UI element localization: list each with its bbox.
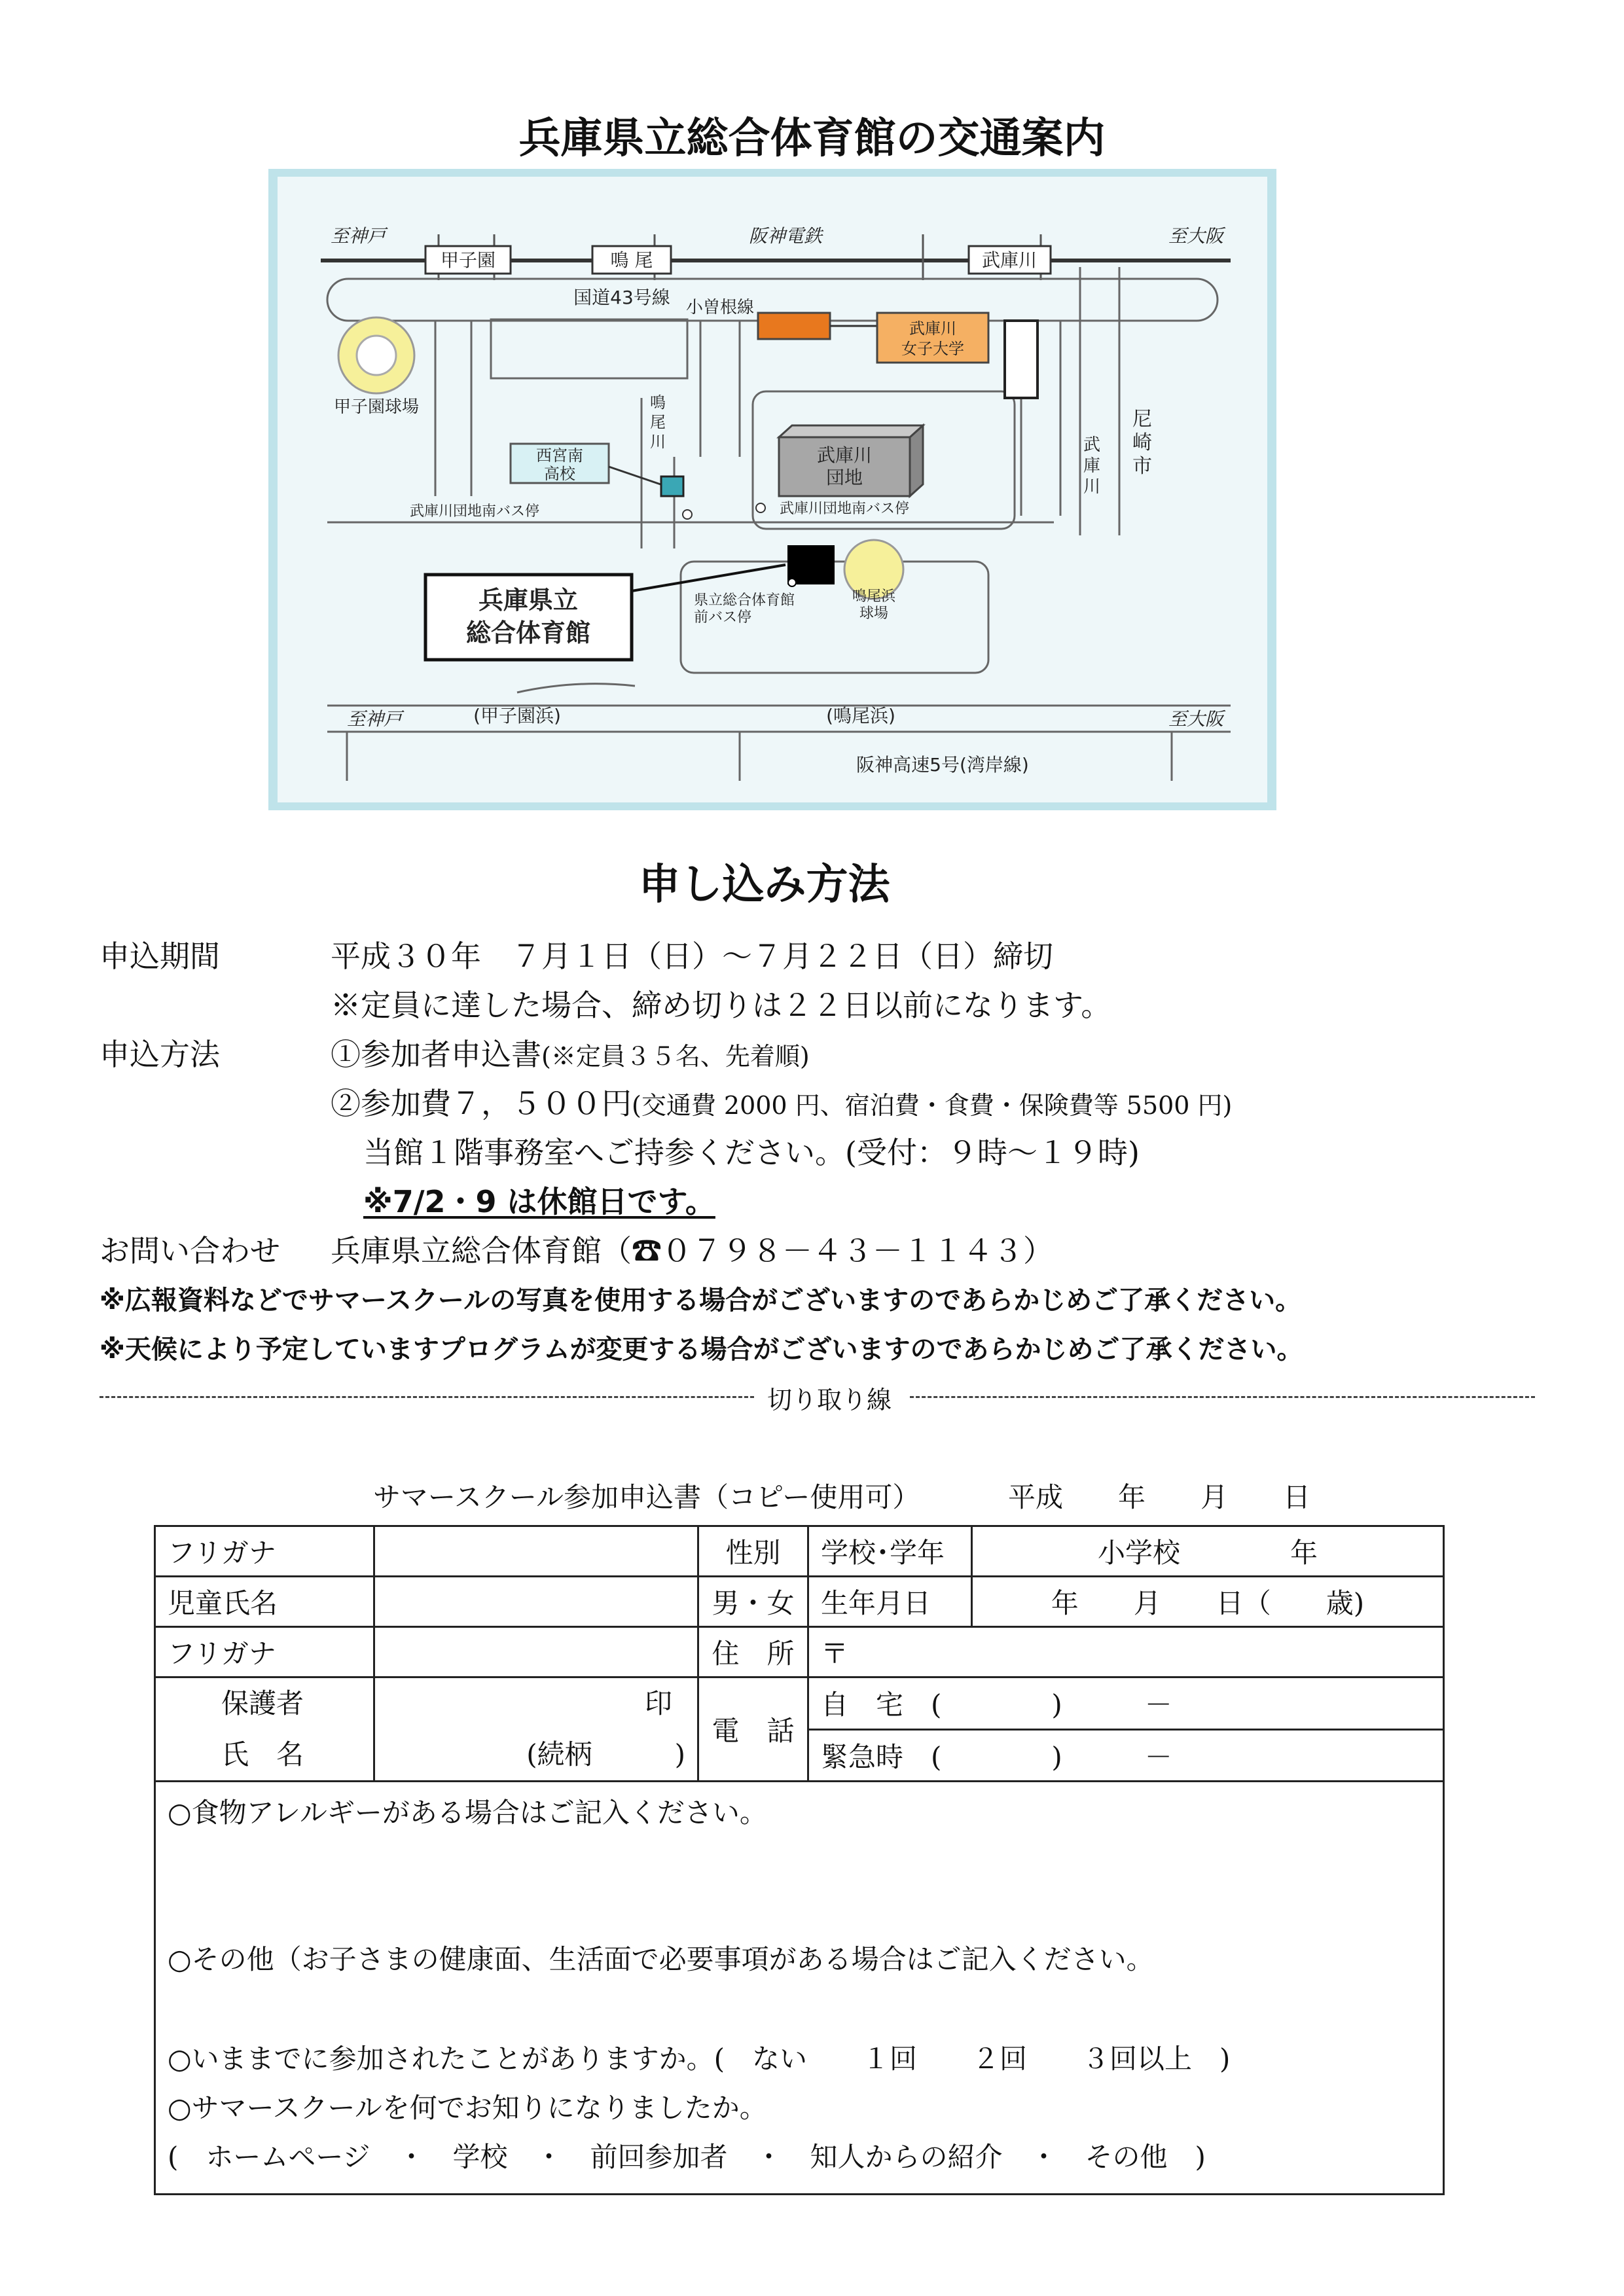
bus-stop-danchi-minami-left: 武庫川団地南バス停 [409, 503, 540, 520]
allergy-question: ○食物アレルギーがある場合はご記入ください。 [168, 1797, 767, 1829]
contact-value: 兵庫県立総合体育館（☎０７９８－４３－１１４３） [331, 1233, 1053, 1268]
page-title: 兵庫県立総合体育館の交通案内 [518, 115, 1106, 163]
svg-text:団地: 団地 [825, 467, 863, 488]
access-map [268, 169, 1276, 810]
svg-text:武: 武 [1083, 435, 1101, 455]
bus-stop-danchi-minami-right: 武庫川団地南バス停 [779, 501, 910, 517]
to-kobe-bottom-label: 至神戸 [347, 708, 403, 730]
svg-text:鳴尾浜: 鳴尾浜 [852, 588, 896, 605]
svg-text:球場: 球場 [859, 605, 889, 622]
sex-input[interactable]: 男・女 [698, 1577, 808, 1627]
how-known-options: ( ホームページ ・ 学校 ・ 前回参加者 ・ 知人からの紹介 ・ その他 ) [168, 2141, 1206, 2173]
section-title: 申し込み方法 [638, 861, 890, 909]
svg-text:西宮南: 西宮南 [536, 446, 583, 465]
svg-text:武庫川: 武庫川 [981, 249, 1038, 271]
school-grade-input[interactable]: 小学校 年 [972, 1526, 1444, 1577]
svg-text:崎: 崎 [1132, 431, 1152, 454]
method-2-delivery: 当館１階事務室へご持参ください。(受付：９時～１９時) [363, 1135, 1140, 1170]
method-label: 申込方法 [99, 1037, 220, 1072]
svg-text:(鳴尾浜): (鳴尾浜) [826, 705, 895, 726]
guardian-input[interactable] [374, 1677, 698, 1782]
svg-text:尾: 尾 [650, 413, 666, 431]
svg-text:武庫川: 武庫川 [909, 319, 956, 338]
koshien-stadium-label: 甲子園球場 [333, 397, 420, 417]
svg-text:総合体育館: 総合体育館 [465, 619, 591, 647]
to-osaka-top-label: 至大阪 [1168, 225, 1224, 247]
how-known-question: ○サマースクールを何でお知りになりましたか。 [168, 2092, 767, 2124]
furigana2-label: フリガナ [155, 1627, 374, 1677]
notice-1: ※広報資料などでサマースクールの写真を使用する場合がございますのであらかじめご了承ください。 [99, 1285, 1302, 1316]
method-2 [331, 1080, 1232, 1123]
method-2-note: (交通費 2000 円、宿泊費・食費・保険費等 5500 円) [632, 1091, 1233, 1120]
birth-input[interactable]: 年 月 日（ 歳) [972, 1577, 1444, 1627]
svg-text:前バス停: 前バス停 [694, 609, 752, 626]
gym-marker [787, 545, 835, 584]
furigana2-input[interactable] [374, 1627, 698, 1677]
home-phone-input[interactable]: 自 宅 ( ) － [808, 1677, 1444, 1730]
address-label: 住 所 [698, 1627, 808, 1677]
method-1-note: (※定員３５名、先着順) [541, 1042, 810, 1071]
sex-label: 性別 [698, 1526, 808, 1577]
method-1-main: ①参加者申込書 [331, 1037, 541, 1072]
method-1 [331, 1031, 810, 1074]
monorail-line [1005, 321, 1038, 398]
univ-building [758, 313, 830, 339]
guardian-label-line1: 保護者 [221, 1687, 304, 1719]
cut-line-right [910, 1396, 1535, 1398]
period-value: 平成３０年 ７月１日（日）～７月２２日（日）締切 [331, 939, 1053, 974]
svg-text:鳴 尾: 鳴 尾 [610, 249, 653, 271]
to-kobe-top-label: 至神戸 [331, 225, 386, 247]
other-question: ○その他（お子さまの健康面、生活面で必要事項がある場合はご記入ください。 [168, 1943, 1154, 1975]
birth-label: 生年月日 [808, 1577, 972, 1627]
to-osaka-bottom-label: 至大阪 [1168, 708, 1224, 730]
relation-field: (続柄 ) [526, 1738, 685, 1770]
emergency-phone-input[interactable]: 緊急時 ( ) － [808, 1729, 1444, 1782]
child-name-input[interactable] [374, 1577, 698, 1627]
address-input[interactable]: 〒 [808, 1627, 1444, 1677]
period-note: ※定員に達した場合、締め切りは２２日以前になります。 [331, 988, 1111, 1023]
period-label: 申込期間 [99, 939, 220, 974]
svg-text:市: 市 [1132, 455, 1152, 478]
contact-label: お問い合わせ [99, 1233, 280, 1268]
svg-text:鳴: 鳴 [650, 393, 666, 412]
notes-area[interactable] [155, 1782, 1444, 2195]
form-date-line: 平成 年 月 日 [1008, 1481, 1311, 1513]
notice-2: ※天候により予定していますプログラムが変更する場合がございますのであらかじめご了承ください。 [99, 1335, 1303, 1365]
svg-text:高校: 高校 [544, 465, 575, 483]
cut-line-left [99, 1396, 754, 1398]
cut-line-label: 切り取り線 [767, 1386, 892, 1414]
svg-text:女子大学: 女子大学 [901, 340, 964, 358]
seal-mark: 印 [644, 1687, 672, 1719]
method-2-main: ②参加費７，５００円 [331, 1086, 632, 1121]
past-participation-question: ○いままでに参加されたことがありますか。( ない １回 ２回 ３回以上 ) [168, 2043, 1231, 2075]
guardian-label [155, 1677, 374, 1782]
form-title: サマースクール参加申込書（コピー使用可） [373, 1481, 920, 1513]
guardian-label-line2: 氏 名 [221, 1738, 304, 1770]
school-grade-label: 学校･学年 [808, 1526, 972, 1577]
svg-text:庫: 庫 [1083, 456, 1101, 476]
hanshin-expressway-label: 阪神高速5号(湾岸線) [856, 754, 1029, 776]
svg-text:尼: 尼 [1132, 408, 1152, 431]
furigana-label: フリガナ [155, 1526, 374, 1577]
svg-text:県立総合体育館: 県立総合体育館 [694, 592, 795, 609]
child-name-label: 児童氏名 [155, 1577, 374, 1627]
phone-label: 電 話 [698, 1677, 808, 1782]
kosone-line-label: 小曽根線 [685, 298, 755, 317]
svg-text:(甲子園浜): (甲子園浜) [473, 705, 561, 726]
svg-text:甲子園: 甲子園 [440, 249, 496, 271]
svg-text:川: 川 [1083, 477, 1101, 497]
svg-text:武庫川: 武庫川 [816, 444, 873, 466]
svg-text:川: 川 [650, 433, 666, 451]
svg-text:兵庫県立: 兵庫県立 [478, 586, 579, 615]
furigana-input[interactable] [374, 1526, 698, 1577]
hanshin-line-label: 阪神電鉄 [748, 225, 823, 247]
application-form [154, 1525, 1445, 2195]
closed-notice: ※7/2・9 は休館日です。 [363, 1184, 715, 1219]
svg-text:国道43号線: 国道43号線 [573, 287, 670, 308]
